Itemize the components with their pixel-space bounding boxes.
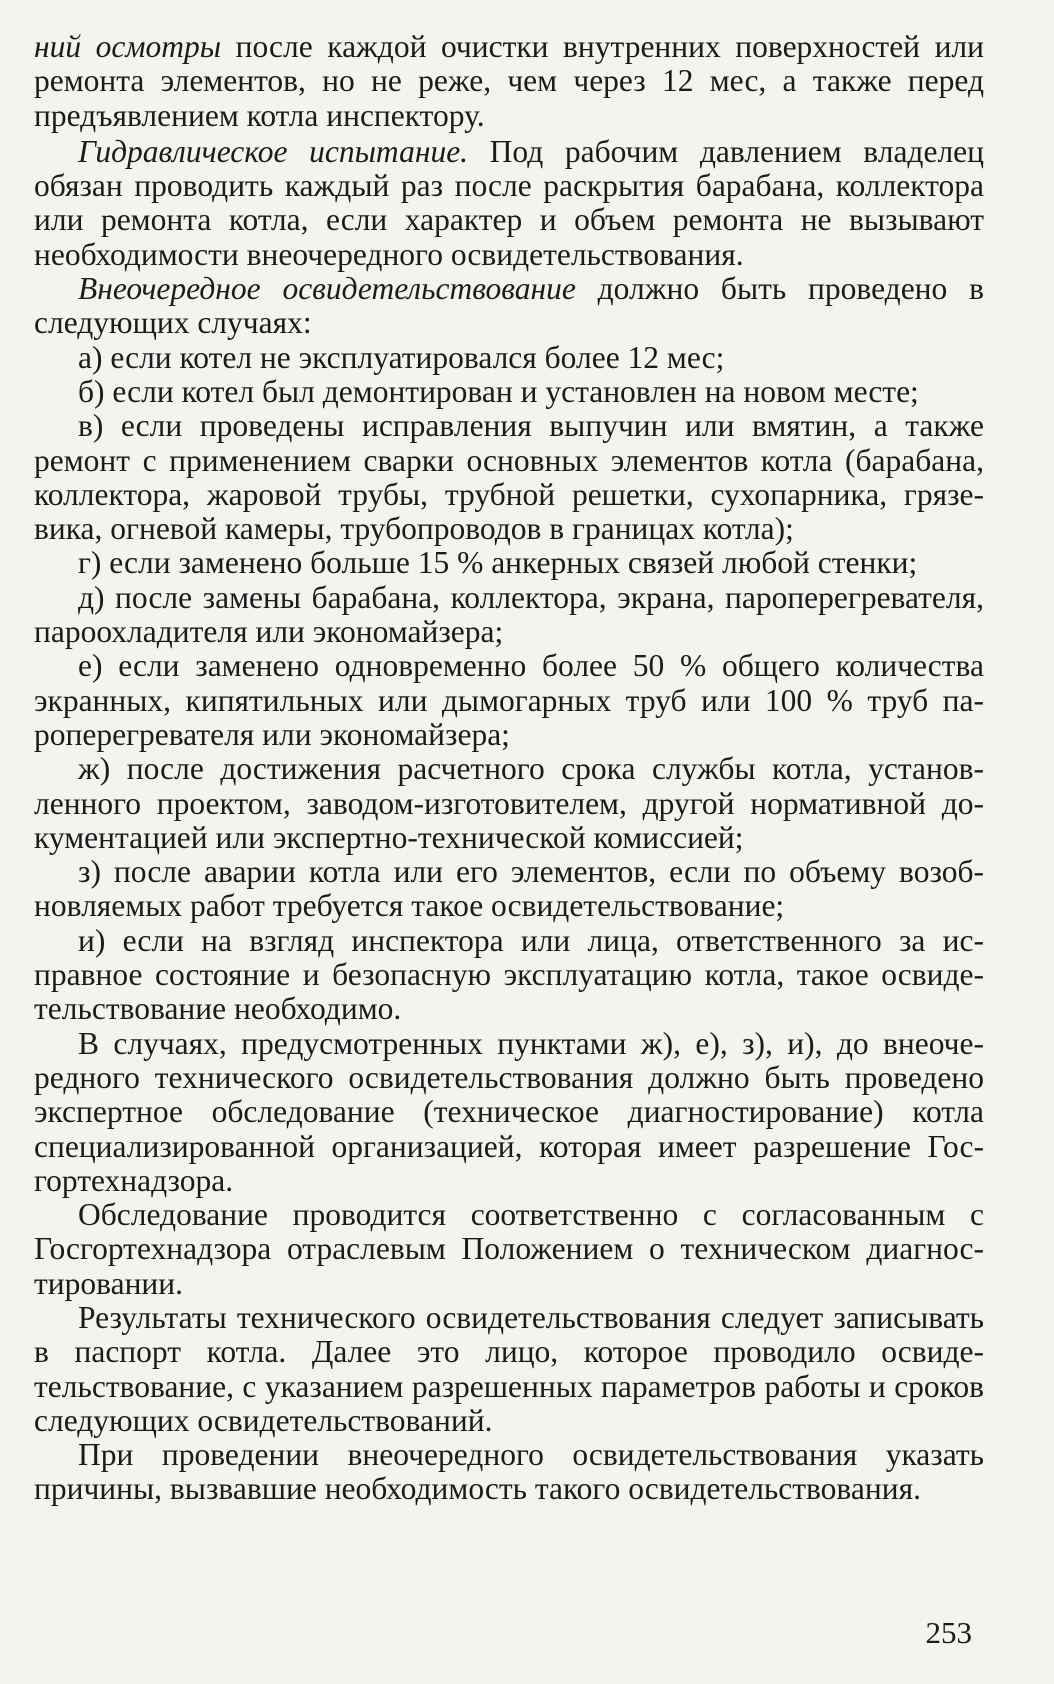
paragraph-expert-examination: В случаях, предусмотренных пунктами ж), е), з), и), до внеочередного технического освидетельствования должно быть проведено экспертное обследование (техническое диагностирование) котла специализированной организацией, которая имеет разрешение Госгортехнадзора. bbox=[34, 1025, 984, 1198]
paragraph-text: после каждой очистки внутренних поверхностей или ремонта элементов, но не реже, чем через 12 мес, а также перед предъявлением котла инспектору. bbox=[34, 29, 985, 133]
paragraph-lead: ний осмотры bbox=[34, 29, 222, 64]
paragraph-lead: Гидравлическое испытание. bbox=[78, 133, 469, 169]
page-number: 253 bbox=[925, 1615, 972, 1650]
paragraph-reasons: При проведении внеочередного освидетельствования указать причины, вызвавшие необходимость такого освидетельствования. bbox=[34, 1437, 984, 1507]
list-item-i: и) если на взгляд инспектора или лица, ответственного за исправное состояние и безопасную эксплуатацию котла, такое освидетельствование необходимо. bbox=[34, 922, 984, 1027]
list-item-e: е) если заменено одновременно более 50 % общего количества экранных, кипятильных или дымогарных труб или 100 % труб пароперегревателя или экономайзера; bbox=[34, 648, 984, 752]
list-item-a: а) если котел не эксплуатировался более 12 мес; bbox=[78, 339, 725, 375]
paragraph-examination-regulation: Обследование проводится соответственно с согласованным с Госгортехнадзора отраслевым Положением о техническом диагностировании. bbox=[34, 1197, 984, 1301]
paragraph-hydraulic-test bbox=[34, 135, 984, 272]
list-item-d: д) после замены барабана, коллектора, экрана, пароперегревателя, пароохладителя или экономайзера; bbox=[34, 579, 984, 650]
paragraph-results-record: Результаты технического освидетельствования следует записывать в паспорт котла. Далее это лицо, которое проводило освидетельствование, с указанием разрешенных параметров работы и сроков следующих освидетельствований. bbox=[34, 1299, 984, 1438]
page-body bbox=[34, 30, 984, 1507]
list-item-zh: ж) после достижения расчетного срока службы котла, установленного проектом, заводом-изготовителем, другой нормативной документацией или экспертно-технической комиссией; bbox=[34, 751, 984, 855]
paragraph-lead: Внеочередное освидетельствование bbox=[78, 271, 576, 307]
paragraph-text: должно быть проведено в следующих случаях: bbox=[34, 271, 984, 341]
paragraph-text: Под рабочим давлением владелец обязан проводить каждый раз после раскрытия барабана, коллектора или ремонта котла, если характер и объем ремонта не вызывают необходимости внеочередного освидетельствования. bbox=[34, 133, 985, 272]
paragraph-extraordinary-inspection bbox=[34, 272, 984, 341]
paragraph-periodic-inspections bbox=[34, 30, 984, 133]
list-item-b: б) если котел был демонтирован и установлен на новом месте; bbox=[78, 373, 919, 409]
list-item-g: г) если заменено больше 15 % анкерных связей любой стенки; bbox=[78, 545, 918, 581]
list-item-v: в) если проведены исправления выпучин или вмятин, а также ремонт с применением сварки основных элементов котла (барабана, коллектора, жаровой трубы, трубной решетки, сухопарника, грязевика, огневой камеры, трубопроводов в границах котла); bbox=[34, 408, 984, 547]
list-item-z: з) после аварии котла или его элементов, если по объему возобновляемых работ требуется такое освидетельствование; bbox=[34, 854, 984, 924]
